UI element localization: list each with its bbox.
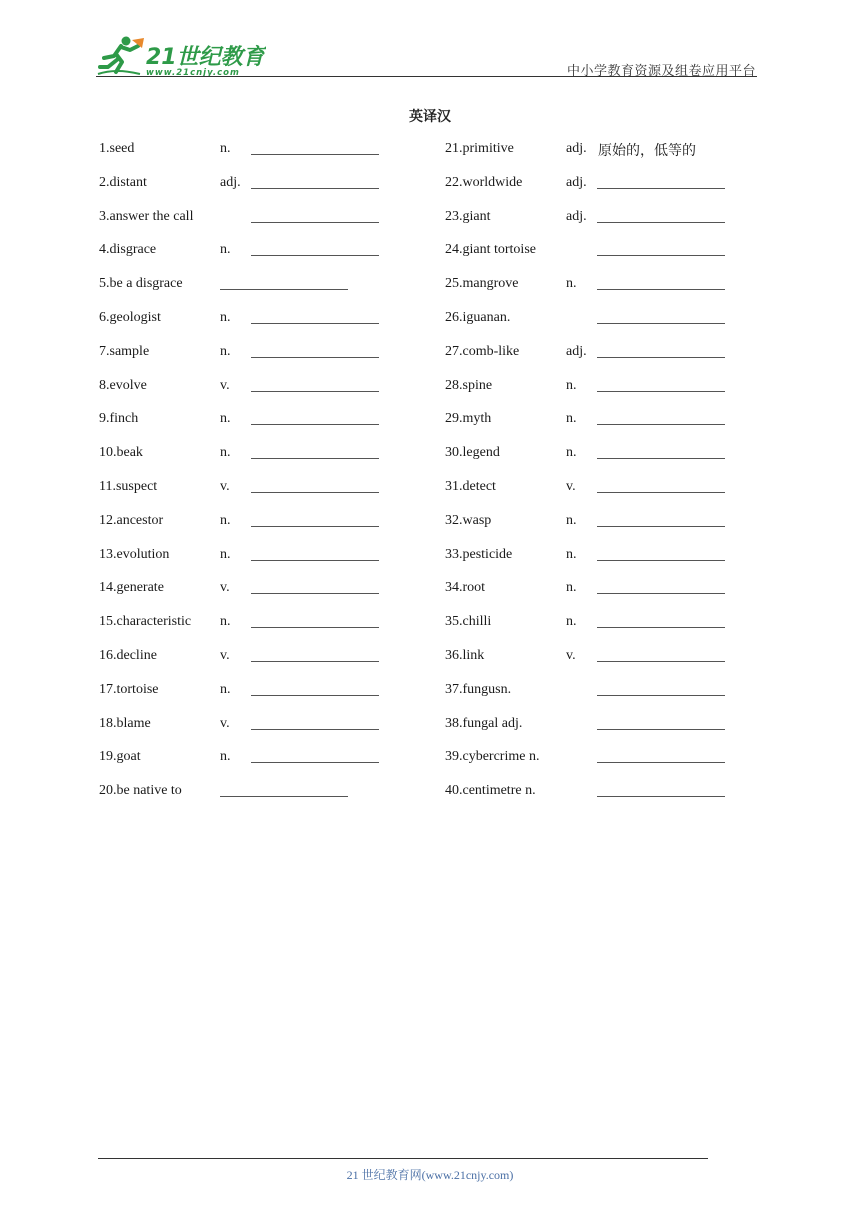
vocab-pos: n.: [220, 614, 231, 630]
vocab-term: 39.cybercrime n.: [445, 749, 540, 765]
footer-text: 21 世纪教育网(www.21cnjy.com): [346, 1168, 514, 1182]
answer-blank[interactable]: [251, 661, 379, 662]
vocab-term: 12.ancestor: [99, 512, 164, 528]
vocab-pos: n.: [220, 411, 231, 427]
vocab-row: [0, 645, 860, 679]
answer-blank[interactable]: [251, 762, 379, 763]
vocab-term: 34.root: [445, 580, 486, 596]
vocab-pos: adj.: [566, 141, 587, 156]
brand-text: 21世纪教育: [146, 45, 265, 70]
vocab-row: [0, 442, 860, 476]
answer-blank[interactable]: [251, 424, 379, 425]
answer-blank[interactable]: [251, 729, 379, 730]
vocab-row: [0, 307, 860, 341]
vocab-row: [0, 577, 860, 611]
vocab-term: 1.seed: [99, 141, 135, 156]
answer-blank[interactable]: [597, 695, 725, 696]
answer-blank[interactable]: [597, 762, 725, 763]
answer-blank[interactable]: [251, 391, 379, 392]
answer-blank[interactable]: [251, 492, 379, 493]
vocab-pos: v.: [566, 648, 576, 663]
answer-blank[interactable]: [597, 526, 725, 527]
vocab-term: 2.distant: [99, 174, 147, 190]
vocab-pos: n.: [566, 614, 577, 630]
vocab-term: 17.tortoise: [99, 681, 159, 697]
vocab-row: [0, 138, 860, 172]
vocab-row: [0, 476, 860, 510]
answer-blank[interactable]: [597, 661, 725, 662]
vocab-term: 29.myth: [445, 411, 492, 427]
vocab-row: [0, 611, 860, 645]
vocab-pos: n.: [566, 580, 577, 596]
vocab-term: 19.goat: [99, 749, 141, 765]
answer-blank[interactable]: [597, 357, 725, 358]
vocab-term: 6.geologist: [99, 310, 161, 325]
vocab-pos: adj.: [566, 343, 587, 359]
vocab-pos: adj.: [566, 208, 587, 224]
vocab-pos: n.: [566, 512, 577, 528]
vocab-term: 38.fungal adj.: [445, 715, 523, 731]
vocab-pos: n.: [220, 141, 231, 156]
answer-blank[interactable]: [597, 492, 725, 493]
vocab-row: [0, 679, 860, 713]
vocab-term: 13.evolution: [99, 546, 170, 562]
vocab-term: 36.link: [445, 648, 485, 663]
answer-blank[interactable]: [597, 188, 725, 189]
vocab-pos: n.: [220, 242, 231, 258]
vocab-pos: adj.: [220, 174, 241, 190]
vocab-term: 25.mangrove: [445, 276, 519, 292]
vocab-term: 31.detect: [445, 479, 496, 494]
vocab-pos: v.: [220, 715, 230, 731]
vocab-term: 40.centimetre n.: [445, 783, 536, 799]
runner-icon: [100, 37, 144, 73]
vocab-row: [0, 510, 860, 544]
vocab-term: 23.giant: [445, 208, 491, 224]
answer-blank[interactable]: [251, 560, 379, 561]
vocab-row: [0, 341, 860, 375]
vocab-pos: v.: [220, 479, 230, 494]
vocab-row: [0, 408, 860, 442]
vocab-term: 3.answer the call: [99, 208, 194, 224]
answer-blank[interactable]: [597, 796, 725, 797]
answer-blank[interactable]: [251, 357, 379, 358]
answer-blank[interactable]: [220, 796, 348, 797]
answer-blank[interactable]: [251, 458, 379, 459]
vocab-pos: n.: [220, 546, 231, 562]
answer-blank[interactable]: [597, 593, 725, 594]
vocab-term: 24.giant tortoise: [445, 242, 536, 258]
vocab-pos: v.: [220, 648, 230, 663]
vocab-row: [0, 746, 860, 780]
vocab-term: 21.primitive: [445, 141, 514, 156]
vocab-term: 7.sample: [99, 343, 150, 359]
answer-blank[interactable]: [597, 627, 725, 628]
vocab-pos: n.: [220, 681, 231, 697]
answer-blank[interactable]: [251, 627, 379, 628]
vocab-term: 4.disgrace: [99, 242, 157, 258]
answer-blank[interactable]: [251, 593, 379, 594]
vocab-term: 28.spine: [445, 377, 493, 393]
vocab-row: [0, 780, 860, 814]
vocab-row: [0, 713, 860, 747]
vocab-term: 11.suspect: [99, 479, 158, 494]
vocab-answer: 原始的，低等的: [598, 143, 696, 159]
answer-blank[interactable]: [597, 323, 725, 324]
answer-blank[interactable]: [597, 222, 725, 223]
answer-blank[interactable]: [220, 289, 348, 290]
vocab-pos: n.: [220, 445, 231, 461]
header-tagline: 中小学教育资源及组卷应用平台: [566, 63, 756, 78]
vocab-term: 9.finch: [99, 411, 139, 427]
vocab-row: [0, 206, 860, 240]
vocab-row: [0, 239, 860, 273]
answer-blank[interactable]: [251, 188, 379, 189]
answer-blank[interactable]: [597, 255, 725, 256]
vocab-pos: n.: [566, 411, 577, 427]
vocab-term: 14.generate: [99, 580, 164, 596]
answer-blank[interactable]: [597, 560, 725, 561]
vocab-row: [0, 273, 860, 307]
vocab-row: [0, 375, 860, 409]
vocab-term: 27.comb-like: [445, 343, 520, 359]
vocab-pos: n.: [566, 546, 577, 562]
vocab-term: 30.legend: [445, 445, 500, 461]
vocab-term: 33.pesticide: [445, 546, 513, 562]
vocab-term: 5.be a disgrace: [99, 276, 183, 292]
answer-blank[interactable]: [597, 289, 725, 290]
vocab-term: 10.beak: [99, 445, 143, 461]
answer-blank[interactable]: [251, 526, 379, 527]
vocab-term: 22.worldwide: [445, 174, 523, 190]
answer-blank[interactable]: [251, 323, 379, 324]
vocab-pos: v.: [220, 377, 230, 393]
answer-blank[interactable]: [251, 255, 379, 256]
answer-blank[interactable]: [597, 729, 725, 730]
vocab-pos: n.: [566, 377, 577, 393]
answer-blank[interactable]: [597, 424, 725, 425]
page-title: 英译汉: [409, 109, 451, 125]
vocab-row: [0, 544, 860, 578]
header-divider: [96, 76, 757, 77]
brand-logo: [96, 34, 266, 78]
vocab-term: 37.fungusn.: [445, 681, 512, 697]
vocab-term: 16.decline: [99, 648, 157, 663]
vocab-pos: adj.: [566, 174, 587, 190]
vocab-term: 35.chilli: [445, 614, 492, 630]
vocab-term: 32.wasp: [445, 512, 492, 528]
answer-blank[interactable]: [251, 222, 379, 223]
vocab-pos: n.: [220, 310, 231, 325]
vocab-pos: n.: [220, 512, 231, 528]
vocab-term: 20.be native to: [99, 783, 182, 799]
vocab-pos: n.: [566, 445, 577, 461]
vocab-term: 8.evolve: [99, 377, 147, 393]
vocab-pos: v.: [566, 479, 576, 494]
vocab-pos: n.: [566, 276, 577, 292]
answer-blank[interactable]: [597, 458, 725, 459]
vocab-term: 15.characteristic: [99, 614, 192, 630]
vocab-term: 26.iguanan.: [445, 310, 511, 325]
answer-blank[interactable]: [597, 391, 725, 392]
vocab-pos: n.: [220, 343, 231, 359]
footer-divider: [98, 1158, 708, 1159]
vocab-pos: n.: [220, 749, 231, 765]
vocab-pos: v.: [220, 580, 230, 596]
vocab-row: [0, 172, 860, 206]
brand-url: www.21cnjy.com: [146, 68, 240, 78]
answer-blank[interactable]: [251, 695, 379, 696]
answer-blank[interactable]: [251, 154, 379, 155]
vocab-term: 18.blame: [99, 715, 151, 731]
